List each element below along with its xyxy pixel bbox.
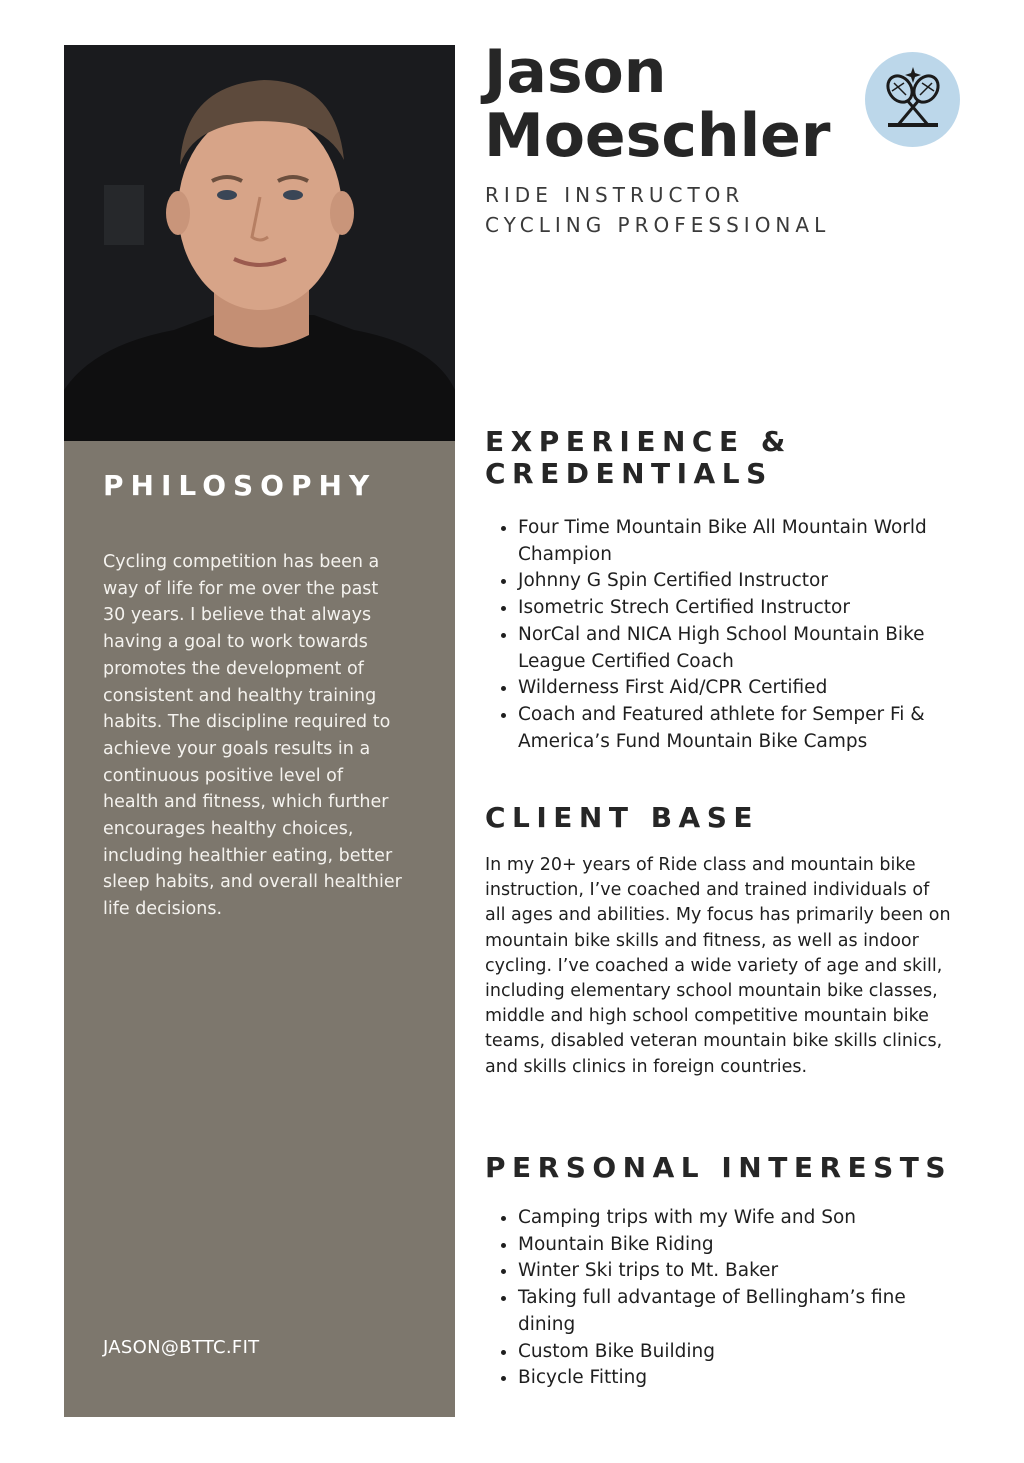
list-item: • Isometric Strech Certified Instructor	[518, 595, 958, 622]
crossed-tennis-rackets-icon	[865, 52, 960, 147]
first-name: Jason	[484, 37, 667, 107]
job-titles	[485, 180, 830, 240]
experience-heading-line-1: EXPERIENCE &	[485, 425, 792, 458]
person-name	[484, 37, 831, 171]
list-item: • Taking full advantage of Bellingham’s fine dining	[518, 1285, 958, 1338]
experience-heading-line-2: CREDENTIALS	[485, 457, 773, 490]
title-line-1: RIDE INSTRUCTOR	[485, 183, 745, 207]
list-item: • Custom Bike Building	[518, 1339, 958, 1366]
interests-list	[485, 1205, 958, 1392]
philosophy-heading: PHILOSOPHY	[103, 469, 377, 502]
portrait-illustration	[64, 45, 455, 441]
list-item: • Camping trips with my Wife and Son	[518, 1205, 958, 1232]
list-item: • Mountain Bike Riding	[518, 1232, 958, 1259]
list-item: • Coach and Featured athlete for Semper Fi & America’s Fund Mountain Bike Camps	[518, 702, 958, 755]
client-base-text: In my 20+ years of Ride class and mountain bike instruction, I’ve coached and trained individuals of all ages and abilities. My focus has primarily been on mountain bike skills and fitness, as well as indoor cycling. I’ve coached a wide variety of age and skill, including elementary school mountain bike classes, middle and high school competitive mountain bike teams, disabled veteran mountain bike skills clinics, and skills clinics in foreign countries.	[485, 855, 951, 1077]
list-item: • Bicycle Fitting	[518, 1365, 958, 1392]
personal-interests-heading: PERSONAL INTERESTS	[485, 1151, 953, 1184]
list-item: • Johnny G Spin Certified Instructor	[518, 568, 958, 595]
list-item: • Winter Ski trips to Mt. Baker	[518, 1258, 958, 1285]
client-base-heading: CLIENT BASE	[485, 801, 760, 834]
title-line-2: CYCLING PROFESSIONAL	[485, 213, 831, 237]
email-link[interactable]: JASON@BTTC.FIT	[103, 1337, 260, 1358]
list-item: • NorCal and NICA High School Mountain Bike League Certified Coach	[518, 622, 958, 675]
last-name: Moeschler	[484, 101, 831, 171]
profile-photo	[64, 45, 455, 441]
sidebar	[64, 45, 455, 1417]
list-item: • Four Time Mountain Bike All Mountain World Champion	[518, 515, 958, 568]
experience-list	[485, 515, 958, 755]
experience-heading	[485, 426, 792, 490]
list-item: • Wilderness First Aid/CPR Certified	[518, 675, 958, 702]
philosophy-text: Cycling competition has been a way of life for me over the past 30 years. I believe that always having a goal to work towards promotes the development of consistent and healthy training habits. The discipline required to achieve your goals results in a continuous positive level of health and fitness, which further encourages healthy choices, including healthier eating, better sleep habits, and overall healthier life decisions.	[103, 552, 402, 920]
